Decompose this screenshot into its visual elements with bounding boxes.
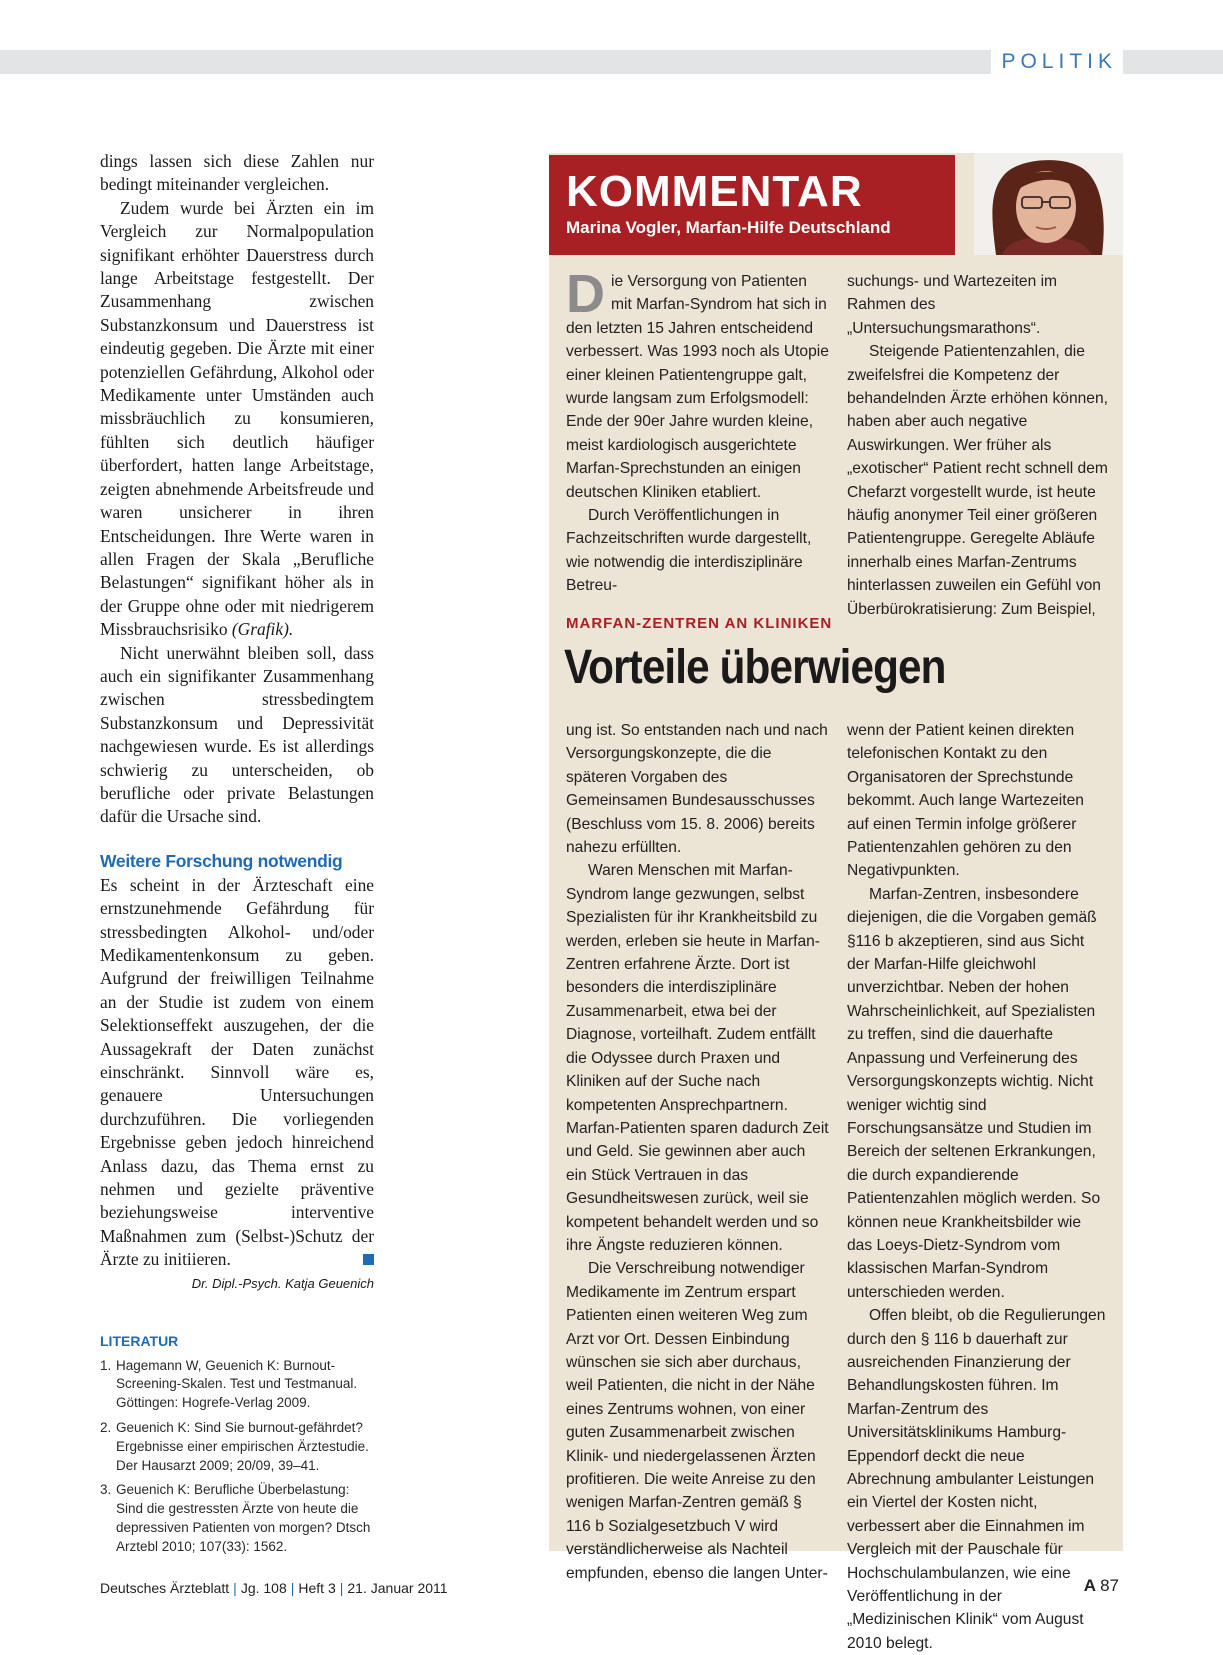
literature-item — [100, 1357, 374, 1413]
commentary-column-1-top — [566, 264, 829, 598]
paragraph-text: Es scheint in der Ärzteschaft eine ernstzunehmende Gefährdung für stressbedingten Alkohol- und/oder Medikamentenkonsum zu geben. Aufgrund der freiwilligen Teilnahme an der Studie ist zudem von einem Selektionseffekt auszugehen, der die Aussagekraft der Daten zunächst einschränkt. Sinnvoll wäre es, genauere Untersuchungen durchzuführen. Die vorliegenden Ergebnisse geben jedoch hinreichend Anlass dazu, das Thema ernst zu nehmen und gezielte präventive beziehungsweise interventive Maßnahmen zum (Selbst-)Schutz der Ärzte zu initiieren. — [100, 874, 374, 1270]
subheading: Weitere Forschung notwendig — [100, 850, 343, 871]
page-number — [1084, 1576, 1119, 1596]
literature-number: 3. — [100, 1482, 112, 1498]
journal-date: 21. Januar 2011 — [347, 1580, 448, 1596]
commentary-column-1-bottom — [566, 719, 829, 1585]
literature-item — [100, 1481, 374, 1556]
left-column — [100, 150, 374, 1563]
paragraph — [100, 874, 374, 1272]
paragraph: Offen bleibt, ob die Regulierungen durch den § 116 b dauerhaft zur ausreichenden Finanzierung der Behandlungskosten führen. Im Marfan-Zentrum des Universitätsklinikums Hamburg-Eppendorf deckt die neue Abrechnung ambulanter Leistungen ein Viertel der Kosten nicht, verbessert aber die Einnahmen im Vergleich mit der Pauschale für Hochschulambulanzen, wie eine Veröffentlichung in der „Medizinischen Klinik“ vom August 2010 belegt. — [847, 1307, 1106, 1652]
literature-number: 2. — [100, 1420, 112, 1436]
paragraph — [100, 197, 374, 642]
grafik-reference: (Grafik). — [231, 619, 294, 640]
article-body-continued — [100, 874, 374, 1272]
paragraph: ung ist. So entstanden nach und nach Versorgungskonzepte, die die späteren Vorgaben des Gemeinsamen Bundesausschusses (Beschluss vom 15. 8. 2006) bereits nahezu erfüllten. — [566, 722, 828, 857]
literature-list — [100, 1357, 374, 1557]
page-number-value: 87 — [1100, 1576, 1119, 1595]
literature-heading: LITERATUR — [100, 1332, 179, 1349]
section-label: POLITIK — [991, 48, 1123, 76]
paragraph: Waren Menschen mit Marfan-Syndrom lange gezwungen, selbst Spezialisten für ihr Krankheitsbild zu werden, erleben sie heute in Marfan-Zentren erfahrene Ärzte. Dort ist besonders die interdisziplinäre Zusammenarbeit, etwa bei der Diagnose, vorteilhaft. Zudem entfällt die Odyssee durch Praxen und Kliniken auf der Suche nach kompetenten Ansprechpartnern. Marfan-Patienten sparen dadurch Zeit und Geld. Sie gewinnen aber auch ein Stück Vertrauen in das Gesundheitswesen zurück, weil sie kompetent behandelt werden und so ihre Ängste reduzieren können. — [566, 862, 829, 1254]
paragraph: wenn der Patient keinen direkten telefonischen Kontakt zu den Organisatoren der Sprechstunde bekommt. Auch lange Wartezeiten auf einen Termin infolge größerer Patientenzahlen gehören zu den Negativpunkten. — [847, 722, 1084, 880]
commentary-author: Marina Vogler, Marfan-Hilfe Deutschland — [566, 218, 891, 237]
commentary-column-2-top — [847, 270, 1109, 621]
kicker: MARFAN-ZENTREN AN KLINIKEN — [566, 615, 833, 632]
journal-volume: Jg. 108 — [240, 1580, 287, 1596]
article-body — [100, 150, 374, 829]
portrait-image — [974, 153, 1123, 255]
drop-cap: D — [566, 264, 605, 324]
journal-name: Deutsches Ärzteblatt — [100, 1580, 230, 1596]
author-signature: Dr. Dipl.-Psych. Katja Geuenich — [191, 1275, 374, 1291]
paragraph: ie Versorgung von Patienten mit Marfan-Syndrom hat sich in den letzten 15 Jahren entscheidend verbessert. Was 1993 noch als Utopie einer kleinen Patientengruppe galt, wurde langsam zum Erfolgsmodell: Ende der 90er Jahre wurden kleine, meist kardiologisch ausgerichtete Marfan-Sprechstunden an einigen deutschen Kliniken etabliert. — [566, 273, 829, 501]
paragraph: dings lassen sich diese Zahlen nur bedingt miteinander vergleichen. — [100, 151, 374, 195]
literature-item — [100, 1419, 374, 1475]
paragraph: suchungs- und Wartezeiten im Rahmen des „Untersuchungsmarathons“. — [847, 273, 1058, 337]
literature-number: 1. — [100, 1357, 112, 1373]
paragraph: Durch Veröffentlichungen in Fachzeitschriften wurde dargestellt, wie notwendig die interdisziplinäre Betreu- — [566, 507, 812, 595]
commentary-title: KOMMENTAR — [566, 167, 863, 216]
literature-text: Geuenich K: Sind Sie burnout-gefährdet? Ergebnisse einer empirischen Ärztestudie. Der Hausarzt 2009; 20/09, 39–41. — [116, 1420, 369, 1473]
author-photo — [974, 153, 1123, 255]
literature-text: Hagemann W, Geuenich K: Burnout-Screening-Skalen. Test und Testmanual. Göttingen: Hogrefe-Verlag 2009. — [116, 1357, 358, 1411]
paragraph-text: Zudem wurde bei Ärzten ein im Vergleich zur Normalpopulation signifikant erhöhter Dauerstress durch lange Arbeitstage festgestellt. Der Zusammenhang zwischen Substanzkonsum und Dauerstress ist eindeutig gegeben. Die Ärzte mit einer potenziellen Gefährdung, Alkohol oder Medikamente unter Umständen auch missbräuchlich zu konsumieren, fühlten sich deutlich häufiger überfordert, hatten lange Arbeitstage, zeigten abnehmende Arbeitsfreude und waren unsicherer in ihren Entscheidungen. Ihre Werte waren in allen Fragen der Skala „Berufliche Belastungen“ signifikant höher als in der Gruppe ohne oder mit niedrigerem Missbrauchsrisiko — [100, 197, 374, 640]
end-mark-icon — [363, 1254, 374, 1265]
page-prefix: A — [1083, 1576, 1097, 1595]
paragraph: Die Verschreibung notwendiger Medikamente im Zentrum erspart Patienten einen weiteren Weg zum Arzt vor Ort. Dessen Einbindung wünschen sie sich aber durchaus, weil Patienten, die nicht in der Nähe eines Zentrums wohnen, von einer guten Zusammenarbeit zwischen Klinik- und niedergelassenen Ärzten profitieren. Die weite Anreise zu den wenigen Marfan-Zentren gemäß § 116 b Sozialgesetzbuch V wird verständlicherweise als Nachteil empfunden, ebenso die langen Unter- — [566, 1260, 828, 1582]
footer: Deutsches Ärzteblatt | Jg. 108 | Heft 3 | 21. Januar 2011 — [100, 1580, 448, 1596]
paragraph: Marfan-Zentren, insbesondere diejenigen, die die Vorgaben gemäß §116 b akzeptieren, sind aus Sicht der Marfan-Hilfe gleichwohl unverzichtbar. Neben der hohen Wahrscheinlichkeit, auf Spezialisten zu treffen, sind die dauerhafte Anpassung und Verfeinerung des Versorgungskonzepts wichtig. Nicht weniger wichtig sind Forschungsansätze und Studien im Bereich der seltenen Erkrankungen, die durch expandierende Patientenzahlen möglich werden. So können neue Krankheitsbilder wie das Loeys-Dietz-Syndrom vom klassischen Marfan-Syndrom unterschieden werden. — [847, 885, 1101, 1301]
paragraph: Steigende Patientenzahlen, die zweifelsfrei die Kompetenz der behandelnden Ärzte erhöhen können, haben aber auch negative Auswirkungen. Wer früher als „exotischer“ Patient recht schnell dem Chefarzt vorgestellt wurde, ist heute häufig anonymer Teil einer größeren Patientengruppe. Geregelte Abläufe innerhalb eines Marfan-Zentrums hinterlassen zuweilen ein Gefühl von Überbürokratisierung: Zum Beispiel, — [847, 343, 1108, 618]
commentary-column-2-bottom — [847, 719, 1109, 1655]
journal-issue: Heft 3 — [298, 1580, 336, 1596]
literature-text: Geuenich K: Berufliche Überbelastung: Sind die gestressten Ärzte von heute die depressiven Patienten von morgen? Dtsch Arztebl 2010; 107(33): 1562. — [116, 1482, 371, 1554]
headline: Vorteile überwiegen — [564, 641, 946, 694]
paragraph: Nicht unerwähnt bleiben soll, dass auch ein signifikanter Zusammenhang zwischen stressbedingtem Substanzkonsum und Depressivität nachgewiesen wurde. Es ist allerdings schwierig zu unterscheiden, ob berufliche oder private Belastungen dafür die Ursache sind. — [100, 642, 374, 827]
